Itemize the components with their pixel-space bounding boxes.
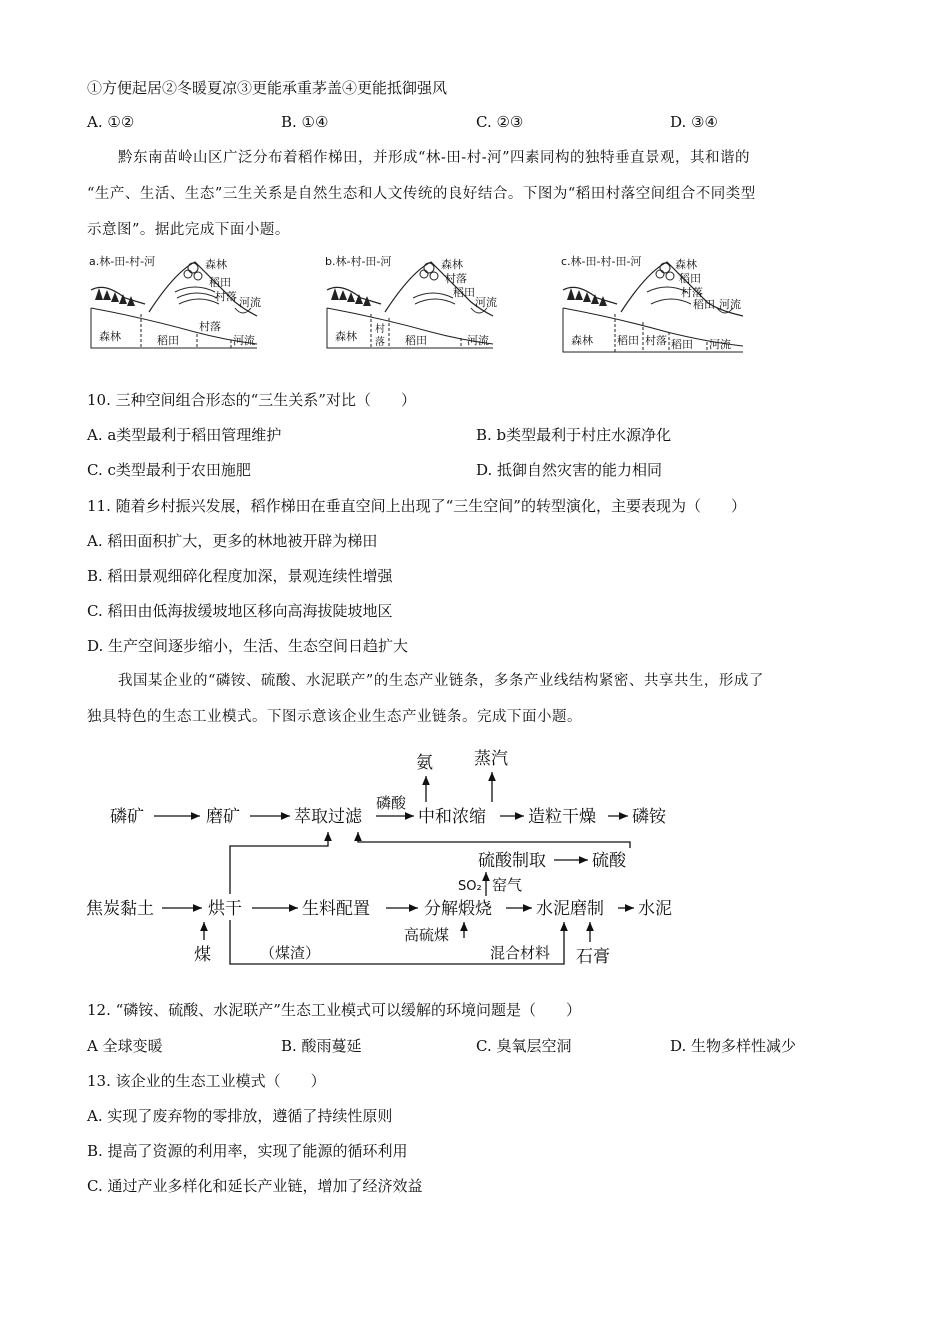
node-zhonghe: 中和浓缩: [418, 807, 486, 827]
q10-option-d[interactable]: D. 抵御自然灾害的能力相同: [476, 461, 663, 479]
q12-option-c[interactable]: C. 臭氧层空洞: [476, 1037, 572, 1055]
svg-text:河流: 河流: [709, 338, 731, 351]
svg-text:河流: 河流: [233, 334, 255, 347]
svg-text:稻田: 稻田: [679, 272, 701, 285]
node-mokuang: 磨矿: [206, 807, 240, 827]
node-honggan: 烘干: [208, 899, 242, 919]
q11-option-d[interactable]: D. 生产空间逐步缩小，生活、生态空间日趋扩大: [87, 637, 409, 655]
node-linan: 磷铵: [632, 807, 666, 827]
node-zaoli: 造粒干燥: [528, 807, 596, 827]
svg-text:稻田: 稻田: [671, 338, 693, 351]
q11-option-c[interactable]: C. 稻田由低海拔缓坡地区移向高海拔陡坡地区: [87, 602, 393, 620]
passage2-line1: 我国某企业的“磷铵、硫酸、水泥联产”的生态产业链条，多条产业线结构紧密、共享共生，形成了: [118, 673, 764, 689]
panel-c-title: c.林-田-村-田-河: [561, 255, 642, 268]
node-gaoliu: 高硫煤: [404, 926, 450, 944]
svg-text:稻田: 稻田: [617, 334, 639, 347]
q12-option-b[interactable]: B. 酸雨蔓延: [281, 1037, 362, 1055]
node-linsuan: 磷酸: [376, 794, 407, 812]
node-hunhe: 混合材料: [490, 944, 551, 962]
svg-text:村落: 村落: [215, 290, 237, 303]
svg-text:森林: 森林: [205, 258, 227, 271]
node-liusuan: 硫酸: [592, 851, 626, 871]
svg-text:森林: 森林: [99, 330, 121, 343]
rice-village-figure: [85, 252, 765, 370]
node-shuini: 水泥: [638, 899, 672, 919]
q13-stem: 13. 该企业的生态工业模式（ ）: [87, 1072, 326, 1090]
q13-option-a[interactable]: A. 实现了废弃物的零排放，遵循了持续性原则: [87, 1107, 393, 1125]
node-meizha: （煤渣）: [260, 944, 321, 962]
q10-stem: 10. 三种空间组合形态的“三生关系”对比（ ）: [87, 391, 416, 409]
node-so2: SO₂: [458, 879, 482, 894]
passage1-line1: 黔东南苗岭山区广泛分布着稻作梯田，并形成“林-田-村-河”四素同构的独特垂直景观，其和谐的: [118, 150, 751, 166]
panel-b-title: b.林-村-田-河: [325, 255, 392, 268]
q10-option-b[interactable]: B. b类型最利于村庄水源净化: [476, 426, 672, 444]
q11-stem: 11. 随着乡村振兴发展，稻作梯田在垂直空间上出现了“三生空间”的转型演化，主要表现为（ ）: [87, 497, 746, 515]
q11-option-b[interactable]: B. 稻田景观细碎化程度加深，景观连续性增强: [87, 567, 393, 585]
panel-a-title: a.林-田-村-河: [89, 255, 156, 268]
svg-text:河流: 河流: [239, 296, 261, 309]
q10-option-c[interactable]: C. c类型最利于农田施肥: [87, 461, 251, 479]
svg-text:稻田: 稻田: [405, 334, 427, 347]
q10-option-a[interactable]: A. a类型最利于稻田管理维护: [87, 426, 282, 444]
svg-text:村: 村: [375, 324, 385, 335]
option-d[interactable]: D. ③④: [670, 113, 718, 131]
node-liusuanzhi: 硫酸制取: [478, 851, 546, 871]
node-fenjie: 分解煅烧: [424, 899, 492, 919]
svg-text:村落: 村落: [199, 320, 221, 333]
svg-text:村落: 村落: [445, 272, 467, 285]
svg-text:稻田: 稻田: [157, 334, 179, 347]
passage2-line2: 独具特色的生态工业模式。下图示意该企业生态产业链条。完成下面小题。: [87, 709, 582, 725]
svg-text:森林: 森林: [675, 258, 697, 271]
option-c[interactable]: C. ②③: [476, 113, 524, 131]
svg-text:森林: 森林: [571, 334, 593, 347]
q11-option-a[interactable]: A. 稻田面积扩大，更多的林地被开辟为梯田: [87, 532, 378, 550]
industry-chain-diagram: [80, 742, 880, 972]
q13-option-b[interactable]: B. 提高了资源的利用率，实现了能源的循环利用: [87, 1142, 408, 1160]
q13-option-c[interactable]: C. 通过产业多样化和延长产业链，增加了经济效益: [87, 1177, 423, 1195]
panel-a: [89, 254, 261, 348]
node-mei: 煤: [194, 945, 211, 965]
svg-text:村落: 村落: [645, 334, 667, 347]
q12-stem: 12. “磷铵、硫酸、水泥联产”生态工业模式可以缓解的环境问题是（ ）: [87, 1001, 581, 1019]
panel-b: [325, 254, 497, 348]
node-jiaotan: 焦炭黏土: [86, 899, 154, 919]
svg-text:稻田: 稻田: [453, 286, 475, 299]
option-a[interactable]: A. ①②: [87, 113, 135, 131]
svg-text:河流: 河流: [475, 296, 497, 309]
node-shigao: 石膏: [576, 947, 610, 967]
panel-c: [561, 254, 743, 352]
svg-text:落: 落: [375, 337, 385, 348]
q12-option-a[interactable]: A 全球变暖: [87, 1037, 163, 1055]
option-b[interactable]: B. ①④: [281, 113, 329, 131]
passage1-line2: “生产、生活、生态”三生关系是自然生态和人文传统的良好结合。下图为“稻田村落空间组合不同类型: [87, 186, 756, 202]
node-an: 氨: [416, 753, 433, 773]
svg-text:河流: 河流: [719, 298, 741, 311]
svg-text:稻田: 稻田: [693, 298, 715, 311]
node-linkuang: 磷矿: [110, 807, 144, 827]
node-zhengqi: 蒸汽: [474, 749, 508, 769]
svg-text:森林: 森林: [335, 330, 357, 343]
items-line: ①方便起居②冬暖夏凉③更能承重茅盖④更能抵御强风: [87, 79, 448, 97]
node-shengliao: 生料配置: [302, 899, 370, 919]
node-cuiqu: 萃取过滤: [294, 807, 362, 827]
svg-text:村落: 村落: [681, 286, 703, 299]
passage1-line3: 示意图”。据此完成下面小题。: [87, 222, 290, 238]
svg-text:稻田: 稻田: [209, 276, 231, 289]
svg-text:森林: 森林: [441, 258, 463, 271]
svg-text:河流: 河流: [467, 334, 489, 347]
node-shuinimo: 水泥磨制: [536, 899, 604, 919]
node-yaoqi: 窑气: [492, 876, 523, 894]
q12-option-d[interactable]: D. 生物多样性减少: [670, 1037, 797, 1055]
